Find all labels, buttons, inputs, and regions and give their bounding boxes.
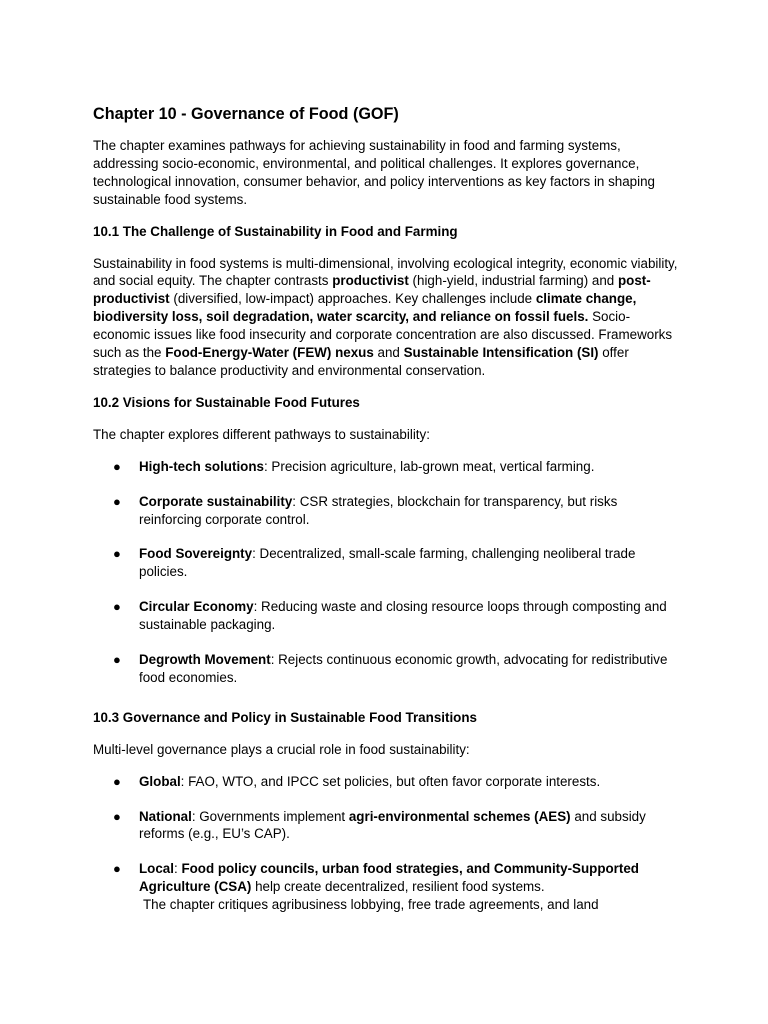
bold-few-nexus: Food-Energy-Water (FEW) nexus (165, 345, 374, 361)
visions-list (93, 458, 683, 687)
list-item-text: : Decentralized, small-scale farming, challenging neoliberal trade policies. (139, 546, 636, 580)
list-item-national (93, 808, 683, 844)
list-item-global (93, 773, 683, 791)
critique-text: The chapter critiques agribusiness lobbying, free trade agreements, and land (143, 897, 599, 913)
text-run: (high-yield, industrial farming) and (408, 273, 618, 289)
section-heading-10-3: 10.3 Governance and Policy in Sustainable Food Transitions (93, 709, 477, 725)
bullet-icon: ● (113, 808, 121, 824)
list-item (93, 545, 683, 581)
section-10-2-lead: The chapter explores different pathways to sustainability: (93, 426, 430, 442)
list-item-term: Global (139, 773, 181, 789)
bold-post-productivist: post-productivist (93, 273, 651, 307)
list-item-text: : CSR strategies, blockchain for transparency, but risks reinforcing corporate control. (139, 493, 618, 527)
governance-list (93, 773, 683, 914)
section-heading-10-1: 10.1 The Challenge of Sustainability in Food and Farming (93, 223, 458, 239)
bold-key-challenges: climate change, biodiversity loss, soil degradation, water scarcity, and reliance on fossil fuels. (93, 291, 637, 325)
list-item-term: Degrowth Movement (139, 652, 271, 668)
list-item-text: help create decentralized, resilient food systems. (251, 879, 545, 895)
list-item (93, 598, 683, 634)
list-item-term: Food Sovereignty (139, 546, 253, 562)
section-10-3-lead: Multi-level governance plays a crucial role in food sustainability: (93, 741, 470, 757)
intro-paragraph: The chapter examines pathways for achieving sustainability in food and farming systems, addressing socio-economic, environmental, and political challenges. It explores governance, technological innovation, consumer behavior, and policy interventions as key factors in shaping sustainable food systems. (93, 138, 655, 207)
bold-aes: agri-environmental schemes (AES) (348, 808, 571, 824)
text-run: Sustainability in food systems is multi-dimensional, involving ecological integrity, economic viability, and social equity. The chapter contrasts (93, 255, 678, 289)
bullet-icon: ● (113, 546, 121, 562)
bold-local-initiatives: Food policy councils, urban food strategies, and Community-Supported Agriculture (CSA) (139, 861, 639, 895)
bullet-icon: ● (113, 652, 121, 668)
list-item-term: Circular Economy (139, 599, 254, 615)
list-item-text: and subsidy reforms (e.g., EU’s CAP). (139, 808, 646, 842)
bold-sustainable-intensification: Sustainable Intensification (SI) (403, 345, 599, 361)
text-run: and (373, 345, 404, 361)
list-item-text: : Rejects continuous economic growth, advocating for redistributive food economies. (139, 652, 668, 685)
list-item-text: : Reducing waste and closing resource loops through composting and sustainable packaging. (139, 599, 667, 633)
list-item (93, 493, 683, 529)
list-item-text: : Governments implement (191, 808, 349, 824)
document-content (93, 103, 683, 914)
bullet-icon: ● (113, 599, 121, 615)
text-run: (diversified, low-impact) approaches. Key challenges include (169, 291, 536, 307)
list-item-text: : Precision agriculture, lab-grown meat, vertical farming. (263, 458, 595, 474)
list-item-term: High-tech solutions (139, 458, 264, 474)
list-item-text: : (173, 861, 182, 877)
list-item-term: Local (139, 861, 174, 877)
section-heading-10-2: 10.2 Visions for Sustainable Food Futures (93, 394, 360, 410)
bullet-icon: ● (113, 861, 121, 877)
list-item-text: : FAO, WTO, and IPCC set policies, but often favor corporate interests. (180, 773, 601, 789)
list-item-term: National (139, 808, 192, 824)
list-item-term: Corporate sustainability (139, 493, 293, 509)
section-10-1-paragraph (93, 255, 683, 380)
list-item (93, 458, 683, 476)
chapter-title: Chapter 10 - Governance of Food (GOF) (93, 105, 399, 123)
bullet-icon: ● (113, 773, 121, 789)
text-run: Socio-economic issues like food insecurity and corporate concentration are also discussed. Frameworks such as the (93, 309, 673, 361)
list-item-local (93, 860, 683, 914)
text-run: offer strategies to balance productivity and environmental conservation. (93, 345, 629, 378)
bullet-icon: ● (113, 458, 121, 474)
bold-productivist: productivist (332, 273, 409, 289)
list-item (93, 651, 683, 687)
bullet-icon: ● (113, 493, 121, 509)
